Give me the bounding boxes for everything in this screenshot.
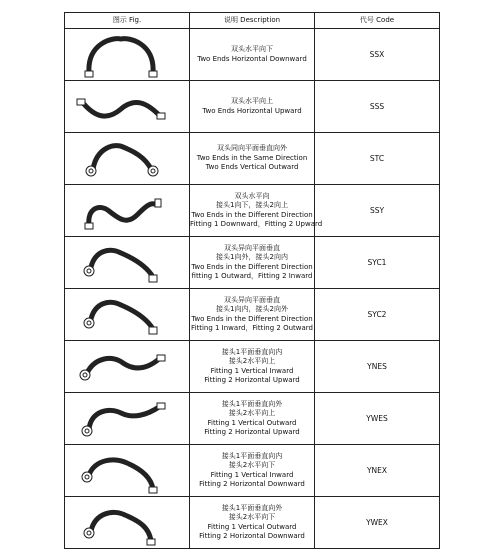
figure-cell	[65, 393, 190, 445]
description-cell	[190, 445, 315, 497]
description-line: Two Ends in the Different Direction	[191, 262, 313, 271]
header-description: 说明 Description	[190, 13, 315, 29]
description-cell	[190, 81, 315, 133]
hose-diagram-icon	[65, 445, 177, 496]
description-line: 接头1向外，接头2向内	[216, 253, 288, 261]
description-cell	[190, 289, 315, 341]
description-line: 接头1平面垂直向内	[221, 347, 283, 356]
description-line: 双头水平向上	[231, 97, 273, 105]
description-line: 接头1平面垂直向内	[221, 451, 283, 460]
description-line: Two Ends in the Same Direction	[196, 153, 308, 162]
figure-cell	[65, 497, 190, 549]
description-line: Fitting 1 Vertical Inward	[210, 366, 294, 375]
table-row	[65, 29, 440, 81]
code-cell: SYC2	[315, 289, 440, 341]
figure-cell	[65, 185, 190, 237]
description-line: 接头2水平向上	[228, 357, 276, 365]
description-line: Fitting 2 Horizontal Downward	[199, 480, 305, 488]
hose-diagram-icon	[65, 237, 177, 288]
figure-cell	[65, 237, 190, 289]
code-cell: SSY	[315, 185, 440, 237]
table-row	[65, 497, 440, 549]
description-line: 接头1向下，接头2向上	[216, 201, 288, 209]
figure-cell	[65, 81, 190, 133]
table-row	[65, 289, 440, 341]
figure-cell	[65, 445, 190, 497]
description-line: 接头2水平向上	[228, 409, 276, 417]
figure-cell	[65, 29, 190, 81]
table-row	[65, 237, 440, 289]
hose-diagram-icon	[65, 81, 177, 132]
code-cell: YNEX	[315, 445, 440, 497]
description-cell	[190, 133, 315, 185]
code-cell: SSS	[315, 81, 440, 133]
hose-diagram-icon	[65, 185, 177, 236]
code-cell: YWES	[315, 393, 440, 445]
table-row	[65, 81, 440, 133]
code-cell: SYC1	[315, 237, 440, 289]
description-line: 接头2水平向下	[228, 461, 276, 469]
figure-cell	[65, 133, 190, 185]
description-line: 接头1平面垂直向外	[221, 503, 283, 512]
description-line: Fitting 1 Vertical Inward	[210, 470, 294, 479]
code-cell: YNES	[315, 341, 440, 393]
description-line: 双头水平向	[234, 191, 270, 200]
figure-cell	[65, 289, 190, 341]
description-line: 接头1向内，接头2向外	[216, 305, 288, 313]
description-cell	[190, 341, 315, 393]
description-line: fitting 1 Outward，Fitting 2 Inward	[191, 272, 313, 280]
header-code: 代号 Code	[315, 13, 440, 29]
description-line: Fitting 1 Vertical Outward	[207, 418, 297, 427]
description-line: Two Ends in the Different Direction	[191, 210, 313, 219]
code-cell: SSX	[315, 29, 440, 81]
description-line: Two Ends Horizontal Downward	[197, 54, 307, 63]
code-cell: STC	[315, 133, 440, 185]
header-figure: 图示 Fig.	[65, 13, 190, 29]
hose-configuration-table	[64, 12, 440, 549]
description-cell	[190, 393, 315, 445]
description-cell	[190, 29, 315, 81]
description-line: Fitting 1 Vertical Outward	[207, 522, 297, 531]
header-row	[65, 13, 440, 29]
hose-diagram-icon	[65, 497, 177, 548]
description-line: Fitting 1 Inward，Fitting 2 Outward	[191, 324, 313, 332]
description-line: Two Ends Vertical Outward	[205, 163, 299, 172]
code-cell: YWEX	[315, 497, 440, 549]
table-row	[65, 133, 440, 185]
hose-diagram-icon	[65, 133, 177, 184]
description-line: Fitting 2 Horizontal Downward	[199, 532, 305, 540]
description-line: 双头异向平面垂直	[224, 295, 280, 304]
table-row	[65, 393, 440, 445]
hose-diagram-icon	[65, 393, 177, 444]
description-line: Fitting 2 Horizontal Upward	[204, 428, 300, 436]
description-line: 接头1平面垂直向外	[221, 399, 283, 408]
description-line: Two Ends Horizontal Upward	[202, 106, 302, 115]
hose-diagram-icon	[65, 29, 177, 80]
table-row	[65, 341, 440, 393]
description-line: Fitting 1 Downward，Fitting 2 Upward	[190, 220, 323, 228]
description-line: 双头异向平面垂直	[224, 243, 280, 252]
description-line: 接头2水平向下	[228, 513, 276, 521]
description-cell	[190, 237, 315, 289]
description-line: 双头水平向下	[231, 45, 273, 53]
description-line: Fitting 2 Horizontal Upward	[204, 376, 300, 384]
hose-diagram-icon	[65, 341, 177, 392]
hose-diagram-icon	[65, 289, 177, 340]
description-line: Two Ends in the Different Direction	[191, 314, 313, 323]
table-row	[65, 445, 440, 497]
description-line: 双头同向平面垂直向外	[217, 144, 287, 153]
description-cell	[190, 185, 323, 237]
description-cell	[190, 497, 315, 549]
table-row	[65, 185, 440, 237]
figure-cell	[65, 341, 190, 393]
